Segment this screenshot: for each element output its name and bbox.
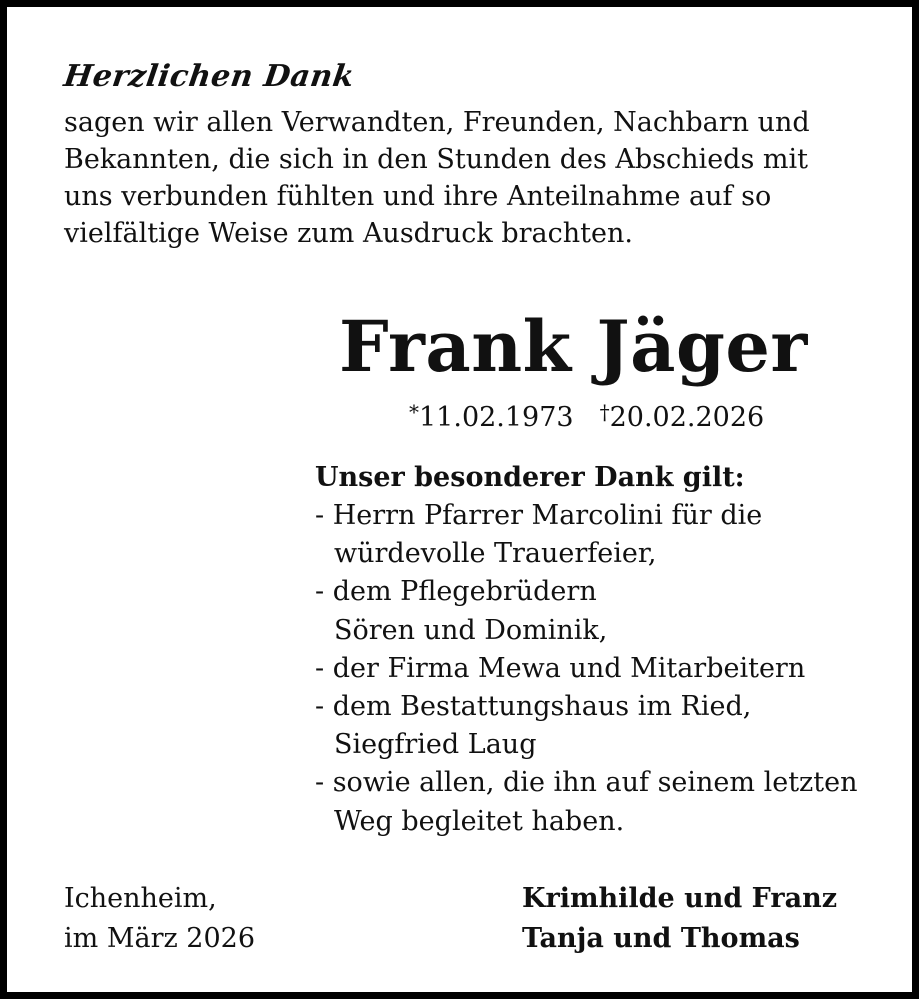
thanks-item-continuation: Weg begleitet haben. [334, 805, 625, 837]
life-dates [409, 392, 764, 438]
intro-line: uns verbunden fühlten und ihre Anteilnahme auf so [64, 181, 772, 212]
thanks-item: - der Firma Mewa und Mitarbeitern [315, 652, 806, 684]
thanks-item-continuation: Sören und Dominik, [334, 614, 608, 646]
signers [522, 879, 837, 959]
deceased-name: Frank Jäger [339, 305, 808, 388]
thanks-item: - sowie allen, die ihn auf seinem letzten [315, 767, 858, 799]
thanks-item-continuation: würdevolle Trauerfeier, [334, 538, 657, 570]
intro-text [64, 104, 864, 252]
place-and-date [64, 879, 255, 959]
thanks-item: - dem Bestattungshaus im Ried, [315, 691, 752, 723]
death-date: 20.02.2026 [609, 402, 765, 433]
date-line: im März 2026 [64, 923, 255, 954]
thanks-list [315, 497, 858, 841]
thanks-item: - dem Pflegebrüdern [315, 576, 597, 608]
signer-line: Krimhilde und Franz [522, 883, 838, 914]
signer-line: Tanja und Thomas [522, 923, 800, 954]
birth-date: 11.02.1973 [419, 402, 574, 433]
death-symbol: † [599, 400, 610, 424]
thanks-title: Unser besonderer Dank gilt: [315, 462, 745, 493]
thanks-item: - Herrn Pfarrer Marcolini für die [315, 500, 763, 531]
intro-line: vielfältige Weise zum Ausdruck brachten. [64, 218, 633, 249]
thanks-item-continuation: Siegfried Laug [334, 729, 537, 761]
intro-line: Bekannten, die sich in den Stunden des Abschieds mit [64, 144, 808, 175]
birth-symbol: * [409, 400, 419, 424]
intro-line: sagen wir allen Verwandten, Freunden, Nachbarn und [64, 107, 810, 138]
place-line: Ichenheim, [64, 883, 217, 914]
heading: Herzlichen Dank [61, 59, 357, 94]
